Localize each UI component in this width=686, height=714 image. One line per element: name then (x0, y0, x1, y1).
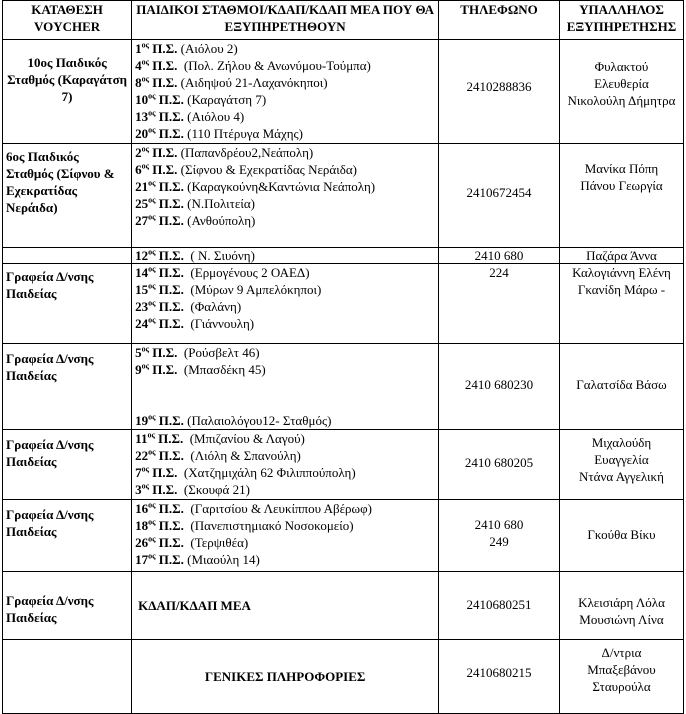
ordinal-suffix: ος (148, 315, 156, 325)
staff-cell (559, 430, 683, 500)
school-num: 1 (135, 41, 142, 56)
deposit-place (3, 640, 132, 714)
school-item (135, 344, 435, 361)
school-num: 19 (135, 413, 149, 428)
school-item (135, 517, 435, 534)
staff-name: Πάνου Γεωργία (580, 178, 663, 193)
stations-cell: ΓΕΝΙΚΕΣ ΠΛΗΡΟΦΟΡΙΕΣ (132, 640, 439, 714)
school-num: 25 (135, 196, 149, 211)
ordinal-suffix: ος (141, 464, 150, 474)
staff-name: Γκούθα Βίκυ (587, 527, 656, 542)
school-label: Π.Σ. (155, 501, 184, 516)
school-item (135, 430, 435, 447)
phone-number: 2410 680 (439, 248, 560, 264)
ordinal-suffix: ος (148, 281, 156, 291)
table-body (3, 40, 684, 714)
staff-cell (559, 144, 683, 248)
school-number (135, 75, 177, 90)
staff-cell (559, 640, 683, 714)
school-item (135, 551, 435, 568)
school-number (135, 316, 184, 331)
school-label: Π.Σ. (155, 552, 184, 567)
school-address: (Μύρων 9 Αμπελόκηποι) (183, 282, 322, 297)
spacer (135, 395, 435, 412)
ordinal-suffix: ος (148, 412, 156, 422)
ordinal-suffix: ος (141, 57, 150, 67)
phone-number (439, 500, 560, 572)
table-header-row (3, 1, 684, 40)
deposit-place: 6ος Παιδικός Σταθμός (Σίφνου & Εχεκρατίδας Νεράιδα) (3, 144, 132, 248)
table-row (3, 572, 684, 640)
ordinal-suffix: ος (148, 447, 156, 457)
school-number (135, 179, 184, 194)
staff-cell (559, 500, 683, 572)
staff-name: Καλογιάννη Ελένη (572, 265, 671, 280)
school-num: 5 (135, 345, 142, 360)
staff-name: Γαλατσίδα Βάσω (576, 377, 667, 392)
school-item (135, 212, 435, 229)
school-item (135, 195, 435, 212)
school-number (135, 41, 177, 56)
school-item (135, 74, 435, 91)
school-address: (Καραγκούνη&Καντώνια Νεάπολη) (183, 179, 376, 194)
school-num: 10 (135, 92, 149, 107)
school-item (135, 125, 435, 142)
school-label: Π.Σ. (155, 299, 184, 314)
ordinal-suffix: ος (141, 344, 150, 354)
school-num: 12 (135, 248, 149, 263)
school-number (135, 92, 184, 107)
school-item (135, 315, 435, 332)
school-address: (Παλαιολόγου12- Σταθμός) (183, 413, 332, 428)
table-row (3, 430, 684, 500)
school-address: (Πανεπιστημιακό Νοσοκομείο) (183, 518, 354, 533)
staff-name: Δ/ντρια (601, 645, 642, 660)
ordinal-suffix: ος (141, 161, 150, 171)
school-label: Π.Σ. (149, 482, 178, 497)
school-label: Π.Σ. (155, 92, 184, 107)
school-number (135, 58, 177, 73)
staff-name: Μανίκα Πόπη (584, 161, 659, 176)
school-address: (Μιαούλη 14) (183, 552, 260, 567)
staff-name: Φυλακτού (594, 59, 649, 74)
school-number (135, 501, 184, 516)
ordinal-suffix: ος (148, 534, 156, 544)
staff-cell (559, 264, 683, 344)
school-number (135, 265, 184, 280)
spacer (135, 378, 435, 395)
school-item (135, 91, 435, 108)
school-number (135, 162, 177, 177)
school-num: 3 (135, 482, 142, 497)
school-num: 20 (135, 126, 149, 141)
school-label: Π.Σ. (155, 179, 184, 194)
school-number (135, 109, 184, 124)
school-num: 7 (135, 465, 142, 480)
school-address: (110 Πτέρυγα Μάχης) (183, 126, 303, 141)
school-label: Π.Σ. (155, 248, 184, 263)
deposit-place: Γραφεία Δ/νσης Παιδείας (3, 430, 132, 500)
school-label: Π.Σ. (155, 413, 184, 428)
staff-cell (559, 40, 683, 144)
ordinal-suffix: ος (148, 551, 156, 561)
school-address: (Ερμογένους 2 ΟΑΕΔ) (183, 265, 310, 280)
ordinal-suffix: ος (148, 517, 156, 527)
school-num: 24 (135, 316, 149, 331)
school-label: Π.Σ. (149, 465, 178, 480)
deposit-place: Γραφεία Δ/νσης Παιδείας (3, 572, 132, 640)
phone-number: 224 (439, 264, 560, 344)
school-number (135, 213, 184, 228)
phone-number: 2410680251 (439, 572, 560, 640)
school-num: 17 (135, 552, 149, 567)
school-item (135, 264, 435, 281)
stations-cell (132, 144, 439, 248)
school-address: (Γαριτσίου & Λευκίππου Αβέρωφ) (183, 501, 372, 516)
school-number (135, 362, 177, 377)
school-item (135, 161, 435, 178)
school-address: (Καραγάτση 7) (183, 92, 267, 107)
ordinal-suffix: ος (141, 40, 150, 50)
ordinal-suffix: ος (141, 361, 150, 371)
school-item (135, 108, 435, 125)
school-label: Π.Σ. (149, 75, 178, 90)
school-number (135, 465, 177, 480)
staff-cell (559, 344, 683, 430)
school-label: Π.Σ. (155, 518, 184, 533)
school-address: (Ανθούπολη) (183, 213, 256, 228)
school-number (135, 431, 183, 446)
school-label: Π.Σ. (155, 196, 184, 211)
deposit-place (3, 248, 132, 264)
phone-number: 2410 680230 (439, 344, 560, 430)
school-label: Π.Σ. (155, 535, 184, 550)
school-number (135, 282, 184, 297)
deposit-place: Γραφεία Δ/νσης Παιδείας (3, 264, 132, 344)
staff-name: Κλεισιάρη Λόλα (578, 595, 665, 610)
school-number (135, 552, 184, 567)
school-number (135, 145, 177, 160)
school-num: 16 (135, 501, 149, 516)
staff-name: Γκανίδη Μάρω - (577, 282, 666, 297)
school-number (135, 518, 184, 533)
table-row (3, 264, 684, 344)
school-num: 27 (135, 213, 149, 228)
voucher-table (2, 0, 684, 714)
table-row (3, 40, 684, 144)
school-label: Π.Σ. (155, 316, 184, 331)
school-item (135, 40, 435, 57)
school-number (135, 345, 177, 360)
table-row (3, 344, 684, 430)
header-deposit: ΚΑΤΑΘΕΣΗ VOYCHER (3, 1, 132, 40)
phone-text: 2410 680 249 (474, 517, 524, 549)
school-address: (Αιόλου 2) (177, 41, 238, 56)
school-address: (Σίφνου & Εχεκρατίδας Νεράιδα) (177, 162, 357, 177)
staff-name: Μουσιώνη Λίνα (579, 612, 664, 627)
school-label: Π.Σ. (155, 126, 184, 141)
school-label: Π.Σ. (149, 58, 178, 73)
school-item (135, 412, 435, 429)
school-address: (Μπασδέκη 45) (177, 362, 266, 377)
school-num: 26 (135, 535, 149, 550)
school-item (135, 534, 435, 551)
school-num: 4 (135, 58, 142, 73)
header-phone: ΤΗΛΕΦΩΝΟ (439, 1, 560, 40)
ordinal-suffix: ος (148, 298, 156, 308)
school-address: (Σκουφά 21) (177, 482, 250, 497)
ordinal-suffix: ος (147, 430, 155, 440)
table-row (3, 248, 684, 264)
school-label: Π.Σ. (155, 265, 184, 280)
phone-number: 2410672454 (439, 144, 560, 248)
school-label: Π.Σ. (149, 345, 178, 360)
school-address: (Μπιζανίου & Λαγού) (183, 431, 305, 446)
stations-cell (132, 40, 439, 144)
school-label: Π.Σ. (149, 162, 178, 177)
school-number (135, 448, 184, 463)
school-item (135, 500, 435, 517)
ordinal-suffix: ος (148, 108, 156, 118)
school-item (135, 481, 435, 498)
school-number (135, 196, 184, 211)
ordinal-suffix: ος (141, 481, 150, 491)
school-address: (Πολ. Ζήλου & Ανωνύμου-Τούμπα) (177, 58, 371, 73)
school-item (135, 144, 435, 161)
school-address: (Γιάννουλη) (183, 316, 255, 331)
staff-cell (559, 572, 683, 640)
school-item (135, 447, 435, 464)
deposit-place: Γραφεία Δ/νσης Παιδείας (3, 500, 132, 572)
ordinal-suffix: ος (141, 74, 150, 84)
deposit-place: Γραφεία Δ/νσης Παιδείας (3, 344, 132, 430)
school-item (135, 248, 435, 263)
ordinal-suffix: ος (148, 500, 156, 510)
school-item (135, 57, 435, 74)
school-label: Π.Σ. (155, 213, 184, 228)
stations-cell (132, 344, 439, 430)
school-label: Π.Σ. (154, 431, 184, 446)
school-num: 6 (135, 162, 142, 177)
school-address: (Ρούσβελτ 46) (177, 345, 260, 360)
school-num: 2 (135, 145, 142, 160)
school-label: Π.Σ. (155, 448, 184, 463)
staff-name: Ελευθερία (594, 76, 649, 91)
school-num: 13 (135, 109, 149, 124)
ordinal-suffix: ος (148, 264, 156, 274)
school-address: (Λιόλη & Σπανούλη) (183, 448, 301, 463)
phone-number: 2410288836 (439, 40, 560, 144)
school-label: Π.Σ. (149, 145, 178, 160)
school-number (135, 482, 177, 497)
ordinal-suffix: ος (148, 91, 156, 101)
school-number (135, 535, 184, 550)
staff-name: Παζάρα Άννα (586, 248, 657, 263)
school-label: Π.Σ. (155, 282, 184, 297)
school-num: 8 (135, 75, 142, 90)
ordinal-suffix: ος (148, 178, 156, 188)
school-item (135, 281, 435, 298)
staff-cell (559, 248, 683, 264)
ordinal-suffix: ος (148, 212, 156, 222)
table-row (3, 144, 684, 248)
staff-name: Νικολούλη Δήμητρα (567, 93, 676, 108)
school-label: Π.Σ. (149, 362, 178, 377)
school-num: 18 (135, 518, 149, 533)
stations-cell (132, 430, 439, 500)
school-address: (Φαλάνη) (183, 299, 242, 314)
header-stations: ΠΑΙΔΙΚΟΙ ΣΤΑΘΜΟΙ/ΚΔΑΠ/ΚΔΑΠ ΜΕΑ ΠΟΥ ΘΑ ΕΞΥΠΗΡΕΤΗΘΟΥΝ (132, 1, 439, 40)
school-address: (Ν.Πολιτεία) (183, 196, 255, 211)
ordinal-suffix: ος (141, 144, 150, 154)
school-number (135, 126, 184, 141)
header-staff: ΥΠΑΛΛΗΛΟΣ ΕΞΥΠΗΡΕΤΗΣΗΣ (559, 1, 683, 40)
school-address: (Αιόλου 4) (183, 109, 245, 124)
table-row (3, 640, 684, 714)
ordinal-suffix: ος (148, 125, 156, 135)
staff-name: Μπαξεβάνου (587, 662, 656, 677)
school-address: (Αιδηψού 21-Λαχανόκηποι) (177, 75, 328, 90)
stations-cell (132, 500, 439, 572)
school-item (135, 178, 435, 195)
ordinal-suffix: ος (148, 248, 156, 257)
school-number (135, 248, 184, 263)
school-label: Π.Σ. (155, 109, 184, 124)
school-num: 22 (135, 448, 149, 463)
school-num: 11 (135, 431, 148, 446)
phone-number: 2410680215 (439, 640, 560, 714)
stations-cell (132, 264, 439, 344)
school-number (135, 413, 184, 428)
staff-name: Σταυρούλα (592, 679, 651, 694)
school-address: ( Ν. Σιυόνη) (183, 248, 255, 263)
school-num: 23 (135, 299, 149, 314)
staff-name: Ευαγγελία (594, 452, 649, 467)
phone-number: 2410 680205 (439, 430, 560, 500)
ordinal-suffix: ος (148, 195, 156, 205)
school-num: 15 (135, 282, 149, 297)
school-item (135, 464, 435, 481)
school-number (135, 299, 184, 314)
school-num: 21 (135, 179, 149, 194)
school-address: (Παπανδρέου2,Νεάπολη) (177, 145, 314, 160)
deposit-place: 10ος Παιδικός Σταθμός (Καραγάτση 7) (3, 40, 132, 144)
school-num: 9 (135, 362, 142, 377)
stations-cell (132, 248, 439, 264)
school-item (135, 298, 435, 315)
school-address: (Τερψιθέα) (183, 535, 249, 550)
school-address: (Χατζημιχάλη 62 Φιλιππούπολη) (177, 465, 356, 480)
school-label: Π.Σ. (149, 41, 178, 56)
school-num: 14 (135, 265, 149, 280)
staff-name: Μιχαλούδη (591, 435, 652, 450)
staff-name: Ντάνα Αγγελική (579, 469, 664, 484)
table-row (3, 500, 684, 572)
school-item (135, 361, 435, 378)
stations-cell: ΚΔΑΠ/ΚΔΑΠ ΜΕΑ (132, 572, 439, 640)
